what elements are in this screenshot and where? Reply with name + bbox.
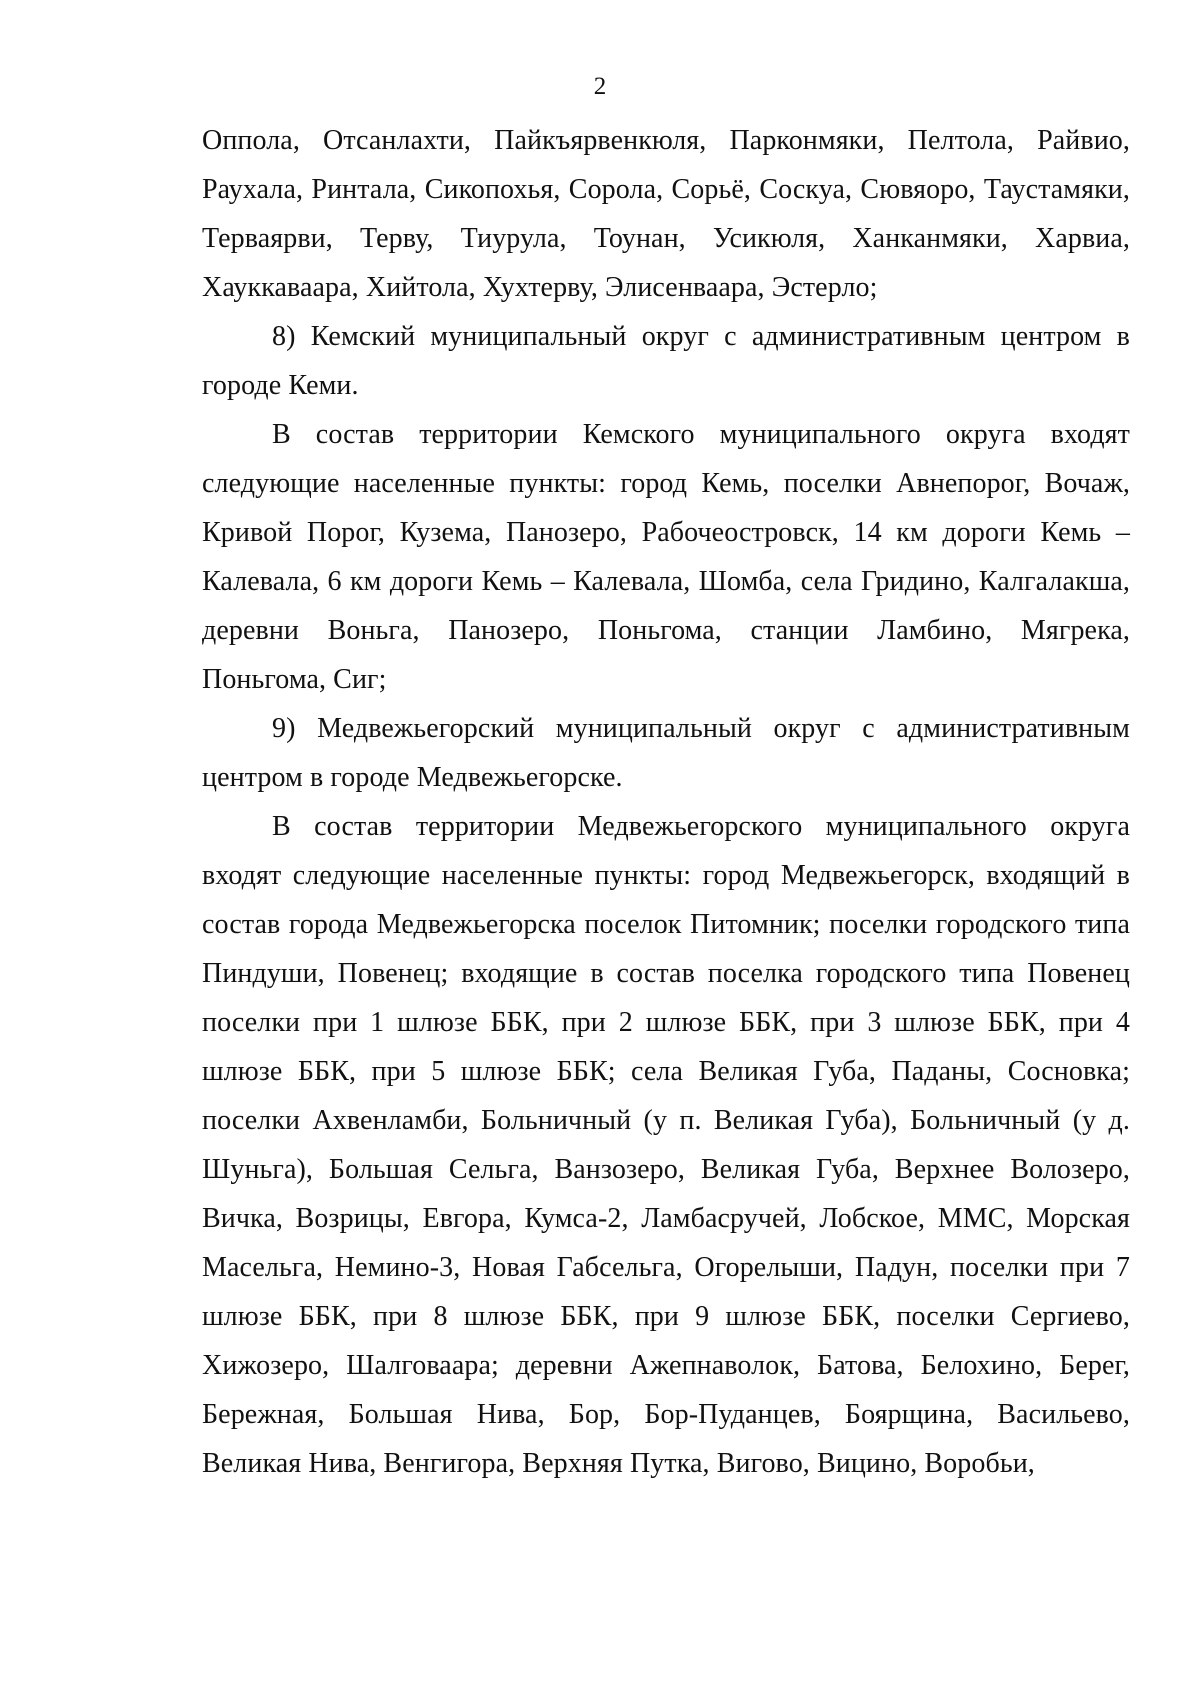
- paragraph-kem-territory: В состав территории Кемского муниципального округа входят следующие населенные пункты: город Кемь, поселки Авнепорог, Вочаж, Кривой Порог, Кузема, Панозеро, Рабочеостровск, 14 км дороги Кемь – Калевала, 6 км дороги Кемь – Калевала, Шомба, села Гридино, Калгалакша, деревни Воньга, Панозеро, Поньгома, станции Ламбино, Мягрека, Поньгома, Сиг;: [202, 419, 1130, 695]
- paragraph-item-9: 9) Медвежьегорский муниципальный округ с административным центром в городе Медвежьегорске.: [202, 713, 1130, 793]
- document-body: [202, 116, 1130, 1488]
- paragraph-medvezhyegorsk-territory: В состав территории Медвежьегорского муниципального округа входят следующие населенные пункты: город Медвежьегорск, входящий в состав города Медвежьегорска поселок Питомник; поселки городского типа Пиндуши, Повенец; входящие в состав поселка городского типа Повенец поселки при 1 шлюзе ББК, при 2 шлюзе ББК, при 3 шлюзе ББК, при 4 шлюзе ББК, при 5 шлюзе ББК; села Великая Губа, Паданы, Сосновка; поселки Ахвенламби, Больничный (у п. Великая Губа), Больничный (у д. Шуньга), Большая Сельга, Ванзозеро, Великая Губа, Верхнее Волозеро, Вичка, Возрицы, Евгора, Кумса-2, Ламбасручей, Лобское, ММС, Морская Масельга, Немино-3, Новая Габсельга, Огорелыши, Падун, поселки при 7 шлюзе ББК, при 8 шлюзе ББК, при 9 шлюзе ББК, поселки Сергиево, Хижозеро, Шалговаара; деревни Ажепнаволок, Батова, Белохино, Берег, Бережная, Большая Нива, Бор, Бор-Пуданцев, Боярщина, Васильево, Великая Нива, Венгигора, Верхняя Путка, Вигово, Вицино, Воробьи,: [202, 811, 1130, 1479]
- paragraph-list-continuation: Оппола, Отсанлахти, Пайкъярвенкюля, Парконмяки, Пелтола, Райвио, Раухала, Ринтала, Сикопохья, Сорола, Сорьё, Соскуа, Сювяоро, Таустамяки, Терваярви, Терву, Тиурула, Тоунан, Усикюля, Ханканмяки, Харвиа, Хауккаваара, Хийтола, Хухтерву, Элисенваара, Эстерло;: [202, 125, 1130, 303]
- paragraph-item-8: 8) Кемский муниципальный округ с административным центром в городе Кеми.: [202, 321, 1130, 401]
- page-number: 2: [593, 73, 607, 100]
